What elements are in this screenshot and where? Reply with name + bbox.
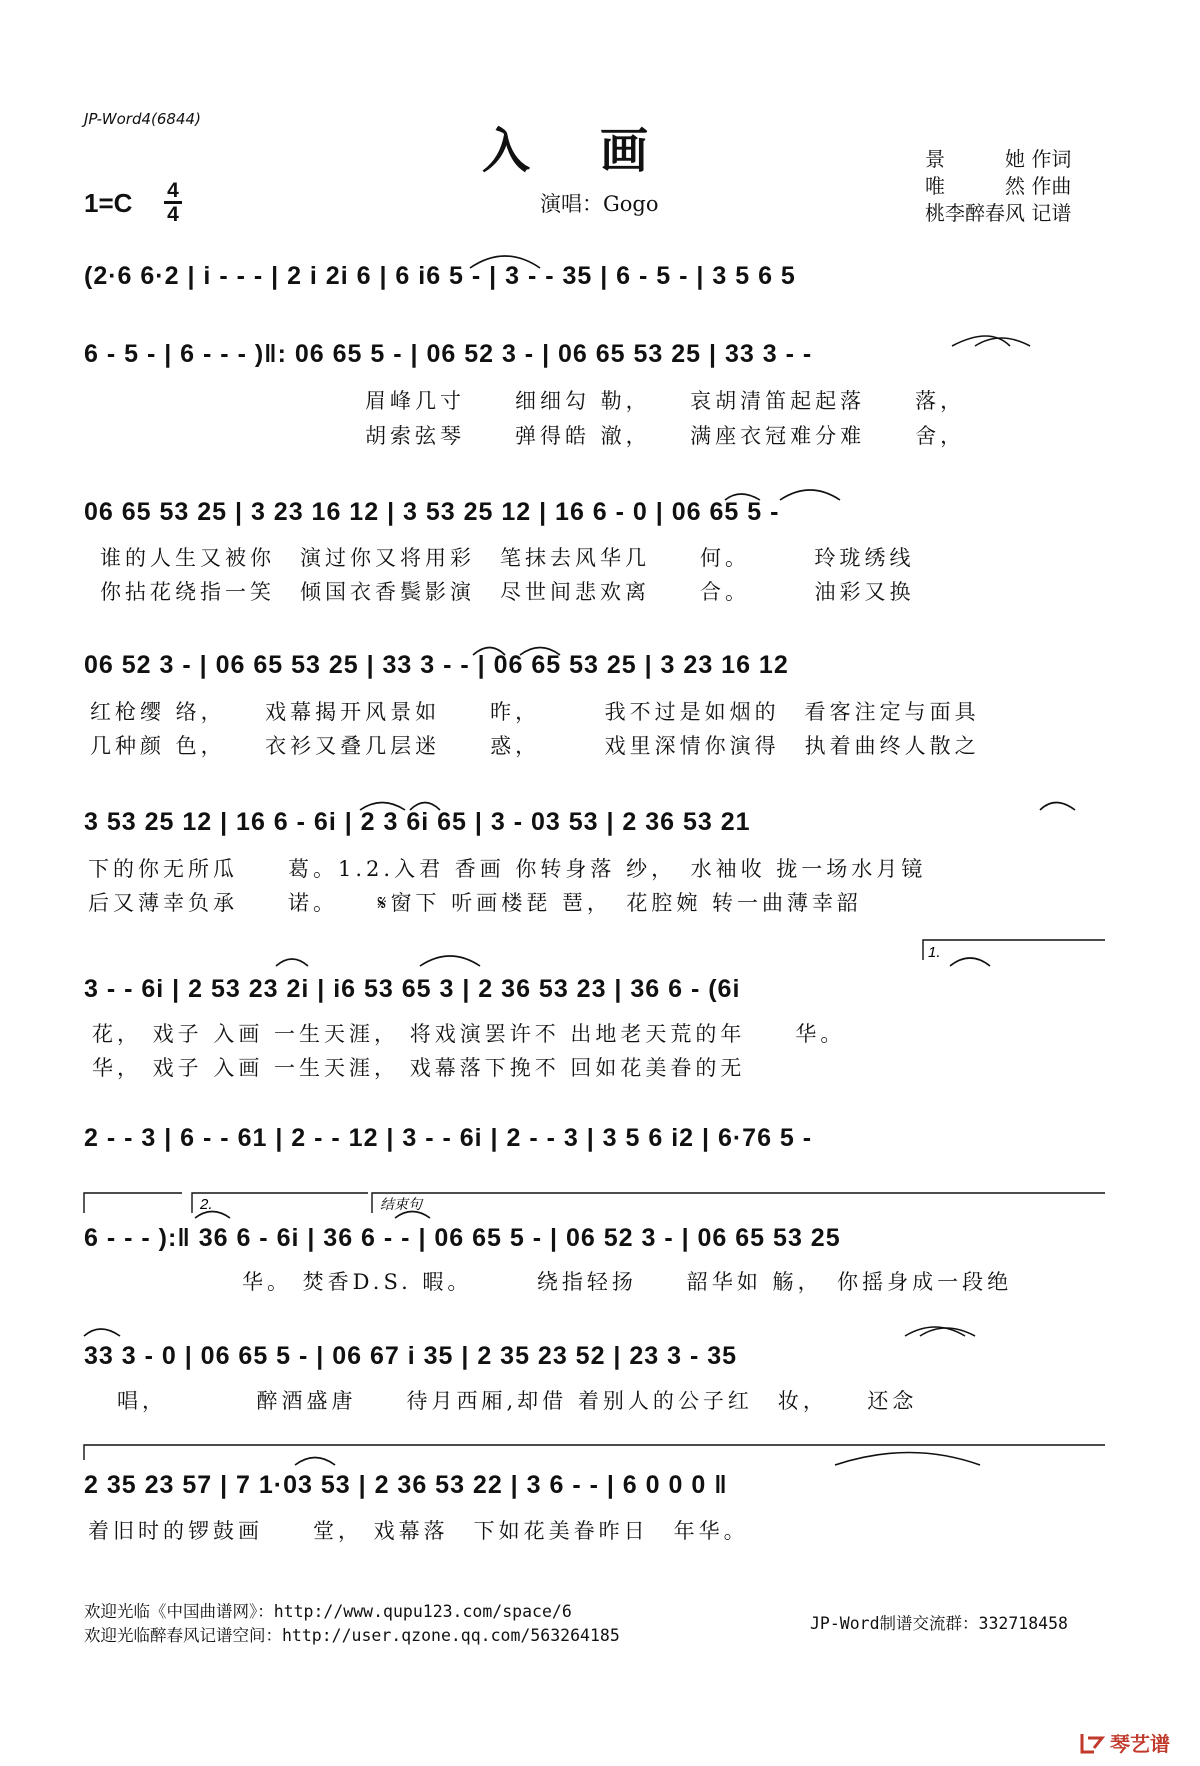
app-tag: JP-Word4(6844) xyxy=(84,110,201,128)
slur xyxy=(276,959,308,966)
group-info: JP-Word制谱交流群：332718458 xyxy=(810,1614,1068,1633)
lyric-line-3a: 谁的人生又被你 演过你又将用彩 笔抹去风华几 何。 玲珑绣线 xyxy=(100,546,915,570)
repeat-bracket xyxy=(84,1193,182,1213)
composer-credit: 唯 然 作曲 xyxy=(925,174,1072,198)
notation-line-7: 2 - - 3 | 6 - - 61 | 2 - - 12 | 3 - - 6i | 2 - - 3 | 3 5 6 i2 | 6·76 5 - xyxy=(84,1124,813,1152)
lyric-line-9a: 唱， 醉酒盛唐 待月西厢,却借 着别人的公子红 妆， 还念 xyxy=(92,1389,918,1413)
coda-label: 结束句 xyxy=(380,1197,422,1213)
slur xyxy=(905,1327,965,1336)
lyric-line-4a: 红枪缨 络， 戏幕揭开风景如 昨， 我不过是如烟的 看客注定与面具 xyxy=(90,700,980,724)
slur xyxy=(920,1328,975,1336)
lyric-line-6b: 华， 戏子 入画 一生天涯， 戏幕落下挽不 回如花美眷的无 xyxy=(92,1056,746,1080)
lyric-line-5a: 下的你无所瓜 葛。1.2.入君 香画 你转身落 纱， 水袖收 拢一场水月镜 xyxy=(88,857,927,881)
slur xyxy=(395,1212,430,1219)
lyric-line-2b: 胡索弦琴 弹得皓 澈， 满座衣冠难分难 舍， xyxy=(365,424,966,448)
lyric-line-3b: 你拈花绕指一笑 倾国衣香鬓影演 尽世间悲欢离 合。 油彩又换 xyxy=(100,580,915,604)
notation-line-8: 6 - - - ):‖ 36 6 - 6i | 36 6 - - | 06 65 5 - | 06 52 3 - | 06 65 53 25 xyxy=(84,1224,841,1252)
lyric-line-4b: 几种颜 色， 衣衫又叠几层迷 惑， 戏里深情你演得 执着曲终人散之 xyxy=(90,734,980,758)
slur xyxy=(835,1453,980,1466)
notation-line-5: 3 53 25 12 | 16 6 - 6i | 2 3 6i 65 | 3 - 03 53 | 2 36 53 21 xyxy=(84,808,751,836)
slur xyxy=(84,1329,120,1336)
footer-link-1[interactable]: 欢迎光临《中国曲谱网》：http://www.qupu123.com/space/6 xyxy=(84,1602,572,1621)
page-title: 入画 xyxy=(481,123,718,179)
footer-link-2[interactable]: 欢迎光临醉春风记谱空间：http://user.qzone.qq.com/563264185 xyxy=(84,1626,620,1645)
logo-text: 琴艺谱 xyxy=(1110,1732,1170,1756)
key-signature: 1=C xyxy=(84,188,133,218)
time-unit: 4 xyxy=(167,203,179,226)
coda-bracket xyxy=(372,1193,1105,1213)
lyric-line-10a: 着旧时的锣鼓画 堂， 戏幕落 下如花美眷昨日 年华。 xyxy=(88,1519,749,1543)
lyric-line-8a: 华。 焚香D.S. 暇。 绕指轻扬 韶华如 觞， 你摇身成一段绝 xyxy=(92,1270,1013,1294)
notation-line-3: 06 65 53 25 | 3 23 16 12 | 3 53 25 12 | 16 6 - 0 | 06 65 5 - xyxy=(84,498,780,526)
notation-line-2: 6 - 5 - | 6 - - - )‖: 06 65 5 - | 06 52 3 - | 06 65 53 25 | 33 3 - - xyxy=(84,340,813,368)
slur xyxy=(195,1212,230,1219)
slur xyxy=(420,956,480,966)
lyric-line-6a: 花， 戏子 入画 一生天涯， 将戏演罢许不 出地老天荒的年 华。 xyxy=(92,1022,846,1046)
time-signature xyxy=(164,180,182,225)
credits xyxy=(925,146,1071,227)
transcriber-credit: 桃李醉春风 记谱 xyxy=(925,201,1072,225)
lyric-line-2a: 眉峰几寸 细细勾 勒， 哀胡清笛起起落 落， xyxy=(365,389,966,413)
first-ending-bracket xyxy=(923,940,1105,960)
notation-line-1: (2·6 6·2 | i - - - | 2 i 2i 6 | 6 i6 5 - | 3 - - 35 | 6 - 5 - | 3 5 6 5 xyxy=(84,262,796,290)
slur xyxy=(950,958,990,966)
notation-line-6: 3 - - 6i | 2 53 23 2i | i6 53 65 3 | 2 36 53 23 | 36 6 - (6i xyxy=(84,975,741,1003)
second-ending-label: 2. xyxy=(200,1196,213,1213)
footer xyxy=(84,1600,620,1648)
slur xyxy=(295,1458,335,1466)
logo-icon xyxy=(1080,1732,1106,1754)
singer: 演唱：Gogo xyxy=(540,192,659,216)
final-bracket xyxy=(84,1445,1105,1460)
first-ending-label: 1. xyxy=(928,944,941,961)
lyricist-credit: 景 她 作词 xyxy=(925,147,1072,171)
lyric-line-5b: 后又薄幸负承 诺。 𝄋窗下 听画楼琵 琶， 花腔婉 转一曲薄幸韶 xyxy=(88,891,863,915)
notation-line-9: 33 3 - 0 | 06 65 5 - | 06 67 i 35 | 2 35 23 52 | 23 3 - 35 xyxy=(84,1342,738,1370)
time-beats: 4 xyxy=(164,180,182,204)
notation-line-10: 2 35 23 57 | 7 1·03 53 | 2 36 53 22 | 3 6 - - | 6 0 0 0 ‖ xyxy=(84,1471,728,1499)
notation-line-4: 06 52 3 - | 06 65 53 25 | 33 3 - - | 06 65 53 25 | 3 23 16 12 xyxy=(84,651,789,679)
site-logo xyxy=(1080,1728,1170,1757)
second-ending-bracket xyxy=(192,1193,368,1213)
